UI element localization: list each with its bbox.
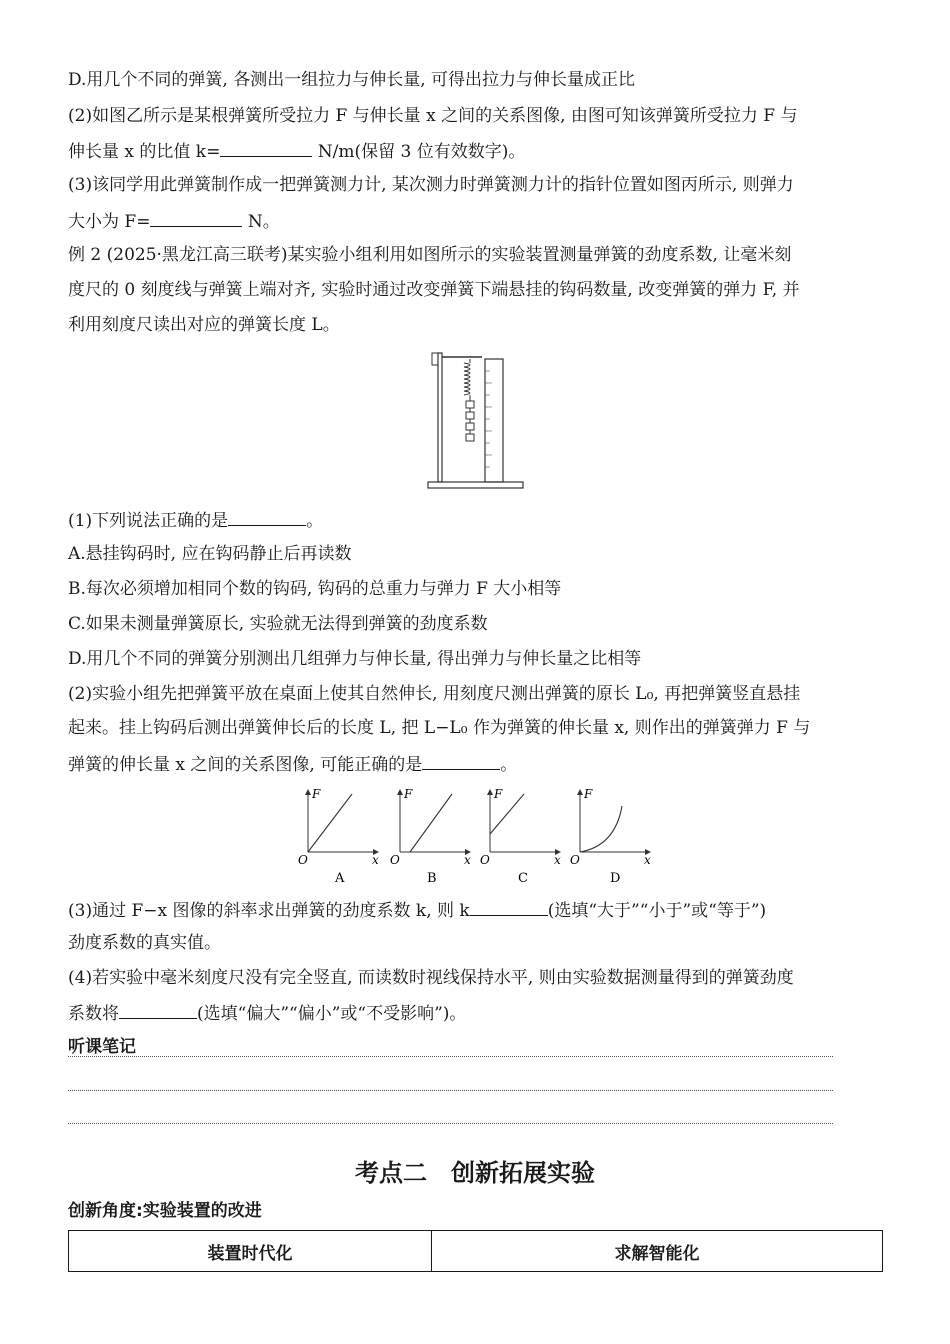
ex2-part3-line1 — [68, 897, 888, 923]
graph-d-origin: O — [570, 853, 580, 867]
ex2-option-d: D.用几个不同的弹簧分别测出几组弹力与伸长量, 得出弹力与伸长量之比相等 — [68, 649, 642, 669]
ex2-part2-line1: (2)实验小组先把弹簧平放在桌面上使其自然伸长, 用刻度尺测出弹簧的原长 L₀, 再把弹簧竖直悬挂 — [68, 684, 801, 704]
graph-b-xlabel: x — [464, 853, 471, 867]
answer-blank-k — [220, 138, 312, 157]
graph-c-origin: O — [480, 853, 490, 867]
q1-part3-text: 大小为 F= — [68, 212, 151, 232]
ex2-part4-line1: (4)若实验中毫米刻度尺没有完全竖直, 而读数时视线保持水平, 则由实验数据测量得到的弹簧劲度 — [68, 968, 794, 988]
graph-d-label: D — [610, 871, 621, 886]
ex2-part3-line2: 劲度系数的真实值。 — [68, 933, 221, 953]
table-header-solve: 求解智能化 — [432, 1231, 883, 1272]
graph-c — [480, 787, 561, 886]
notes-line-1 — [68, 1056, 833, 1057]
answer-blank-3 — [470, 897, 548, 916]
answer-blank-2 — [422, 751, 500, 770]
innovation-angle: 创新角度:实验装置的改进 — [68, 1201, 262, 1221]
graph-d — [570, 787, 651, 886]
ex2-part3-text: (3)通过 F−x 图像的斜率求出弹簧的劲度系数 k, 则 k — [68, 901, 470, 921]
q1-part3-unit: N。 — [247, 212, 280, 232]
graph-a-xlabel: x — [372, 853, 379, 867]
graph-d-ylabel: F — [584, 787, 593, 801]
ex2-part2-line2: 起来。挂上钩码后测出弹簧伸长后的长度 L, 把 L−L₀ 作为弹簧的伸长量 x, 则作出的弹簧弹力 F 与 — [68, 718, 811, 738]
answer-blank-1 — [228, 507, 306, 526]
apparatus-figure — [420, 345, 530, 493]
ex2-part4-line2 — [68, 1000, 888, 1026]
ex2-part2-text: 弹簧的伸长量 x 之间的关系图像, 可能正确的是 — [68, 755, 423, 775]
graph-b-ylabel: F — [404, 787, 413, 801]
table-row — [69, 1231, 883, 1272]
graph-b-origin: O — [390, 853, 400, 867]
graph-b — [390, 787, 471, 886]
ex2-part1-end: 。 — [306, 511, 324, 531]
section-title: 考点二 创新拓展实验 — [355, 1159, 595, 1187]
example2-line3: 利用刻度尺读出对应的弹簧长度 L。 — [68, 315, 340, 335]
notes-line-2 — [68, 1090, 833, 1091]
fx-graph-options — [290, 784, 660, 888]
graph-a-label: A — [335, 871, 345, 886]
ex2-option-a: A.悬挂钩码时, 应在钩码静止后再读数 — [68, 544, 352, 564]
ex2-part4-options: (选填“偏大”“偏小”或“不受影响”)。 — [197, 1004, 467, 1024]
notes-title: 听课笔记 — [68, 1037, 136, 1057]
ex2-part1-text: (1)下列说法正确的是 — [68, 511, 229, 531]
q1-part2-line2 — [68, 138, 888, 164]
ex2-part2-end: 。 — [500, 755, 518, 775]
graph-a-origin: O — [298, 853, 308, 867]
q1-part3-line1: (3)该同学用此弹簧制作成一把弹簧测力计, 某次测力时弹簧测力计的指针位置如图丙所示, 则弹力 — [68, 175, 794, 195]
graph-c-xlabel: x — [554, 853, 561, 867]
q1-option-d: D.用几个不同的弹簧, 各测出一组拉力与伸长量, 可得出拉力与伸长量成正比 — [68, 70, 636, 90]
graph-d-xlabel: x — [644, 853, 651, 867]
ex2-part4-text: 系数将 — [68, 1004, 119, 1024]
graph-c-ylabel: F — [494, 787, 503, 801]
ex2-part1-question — [68, 507, 888, 533]
q1-part2-unit: N/m(保留 3 位有效数字)。 — [317, 142, 526, 162]
answer-blank-f — [150, 208, 242, 227]
graph-c-label: C — [518, 871, 528, 886]
table-header-device: 装置时代化 — [69, 1231, 432, 1272]
example2-line1: 例 2 (2025·黑龙江高三联考)某实验小组利用如图所示的实验装置测量弹簧的劲度系数, 让毫米刻 — [68, 245, 792, 265]
q1-part2-line1: (2)如图乙所示是某根弹簧所受拉力 F 与伸长量 x 之间的关系图像, 由图可知该弹簧所受拉力 F 与 — [68, 106, 798, 126]
q1-part3-line2 — [68, 208, 888, 234]
innovation-table — [68, 1230, 883, 1272]
q1-part2-text: 伸长量 x 的比值 k= — [68, 142, 221, 162]
graph-a — [298, 787, 379, 886]
ex2-option-b: B.每次必须增加相同个数的钩码, 钩码的总重力与弹力 F 大小相等 — [68, 579, 562, 599]
notes-line-3 — [68, 1123, 833, 1124]
graph-a-ylabel: F — [312, 787, 321, 801]
ex2-part2-line3 — [68, 751, 888, 777]
example2-line2: 度尺的 0 刻度线与弹簧上端对齐, 实验时通过改变弹簧下端悬挂的钩码数量, 改变弹簧的弹力 F, 并 — [68, 280, 800, 300]
graph-b-label: B — [427, 871, 437, 886]
ex2-part3-options: (选填“大于”“小于”或“等于”) — [547, 901, 767, 921]
answer-blank-4 — [119, 1000, 197, 1019]
ex2-option-c: C.如果未测量弹簧原长, 实验就无法得到弹簧的劲度系数 — [68, 614, 488, 634]
